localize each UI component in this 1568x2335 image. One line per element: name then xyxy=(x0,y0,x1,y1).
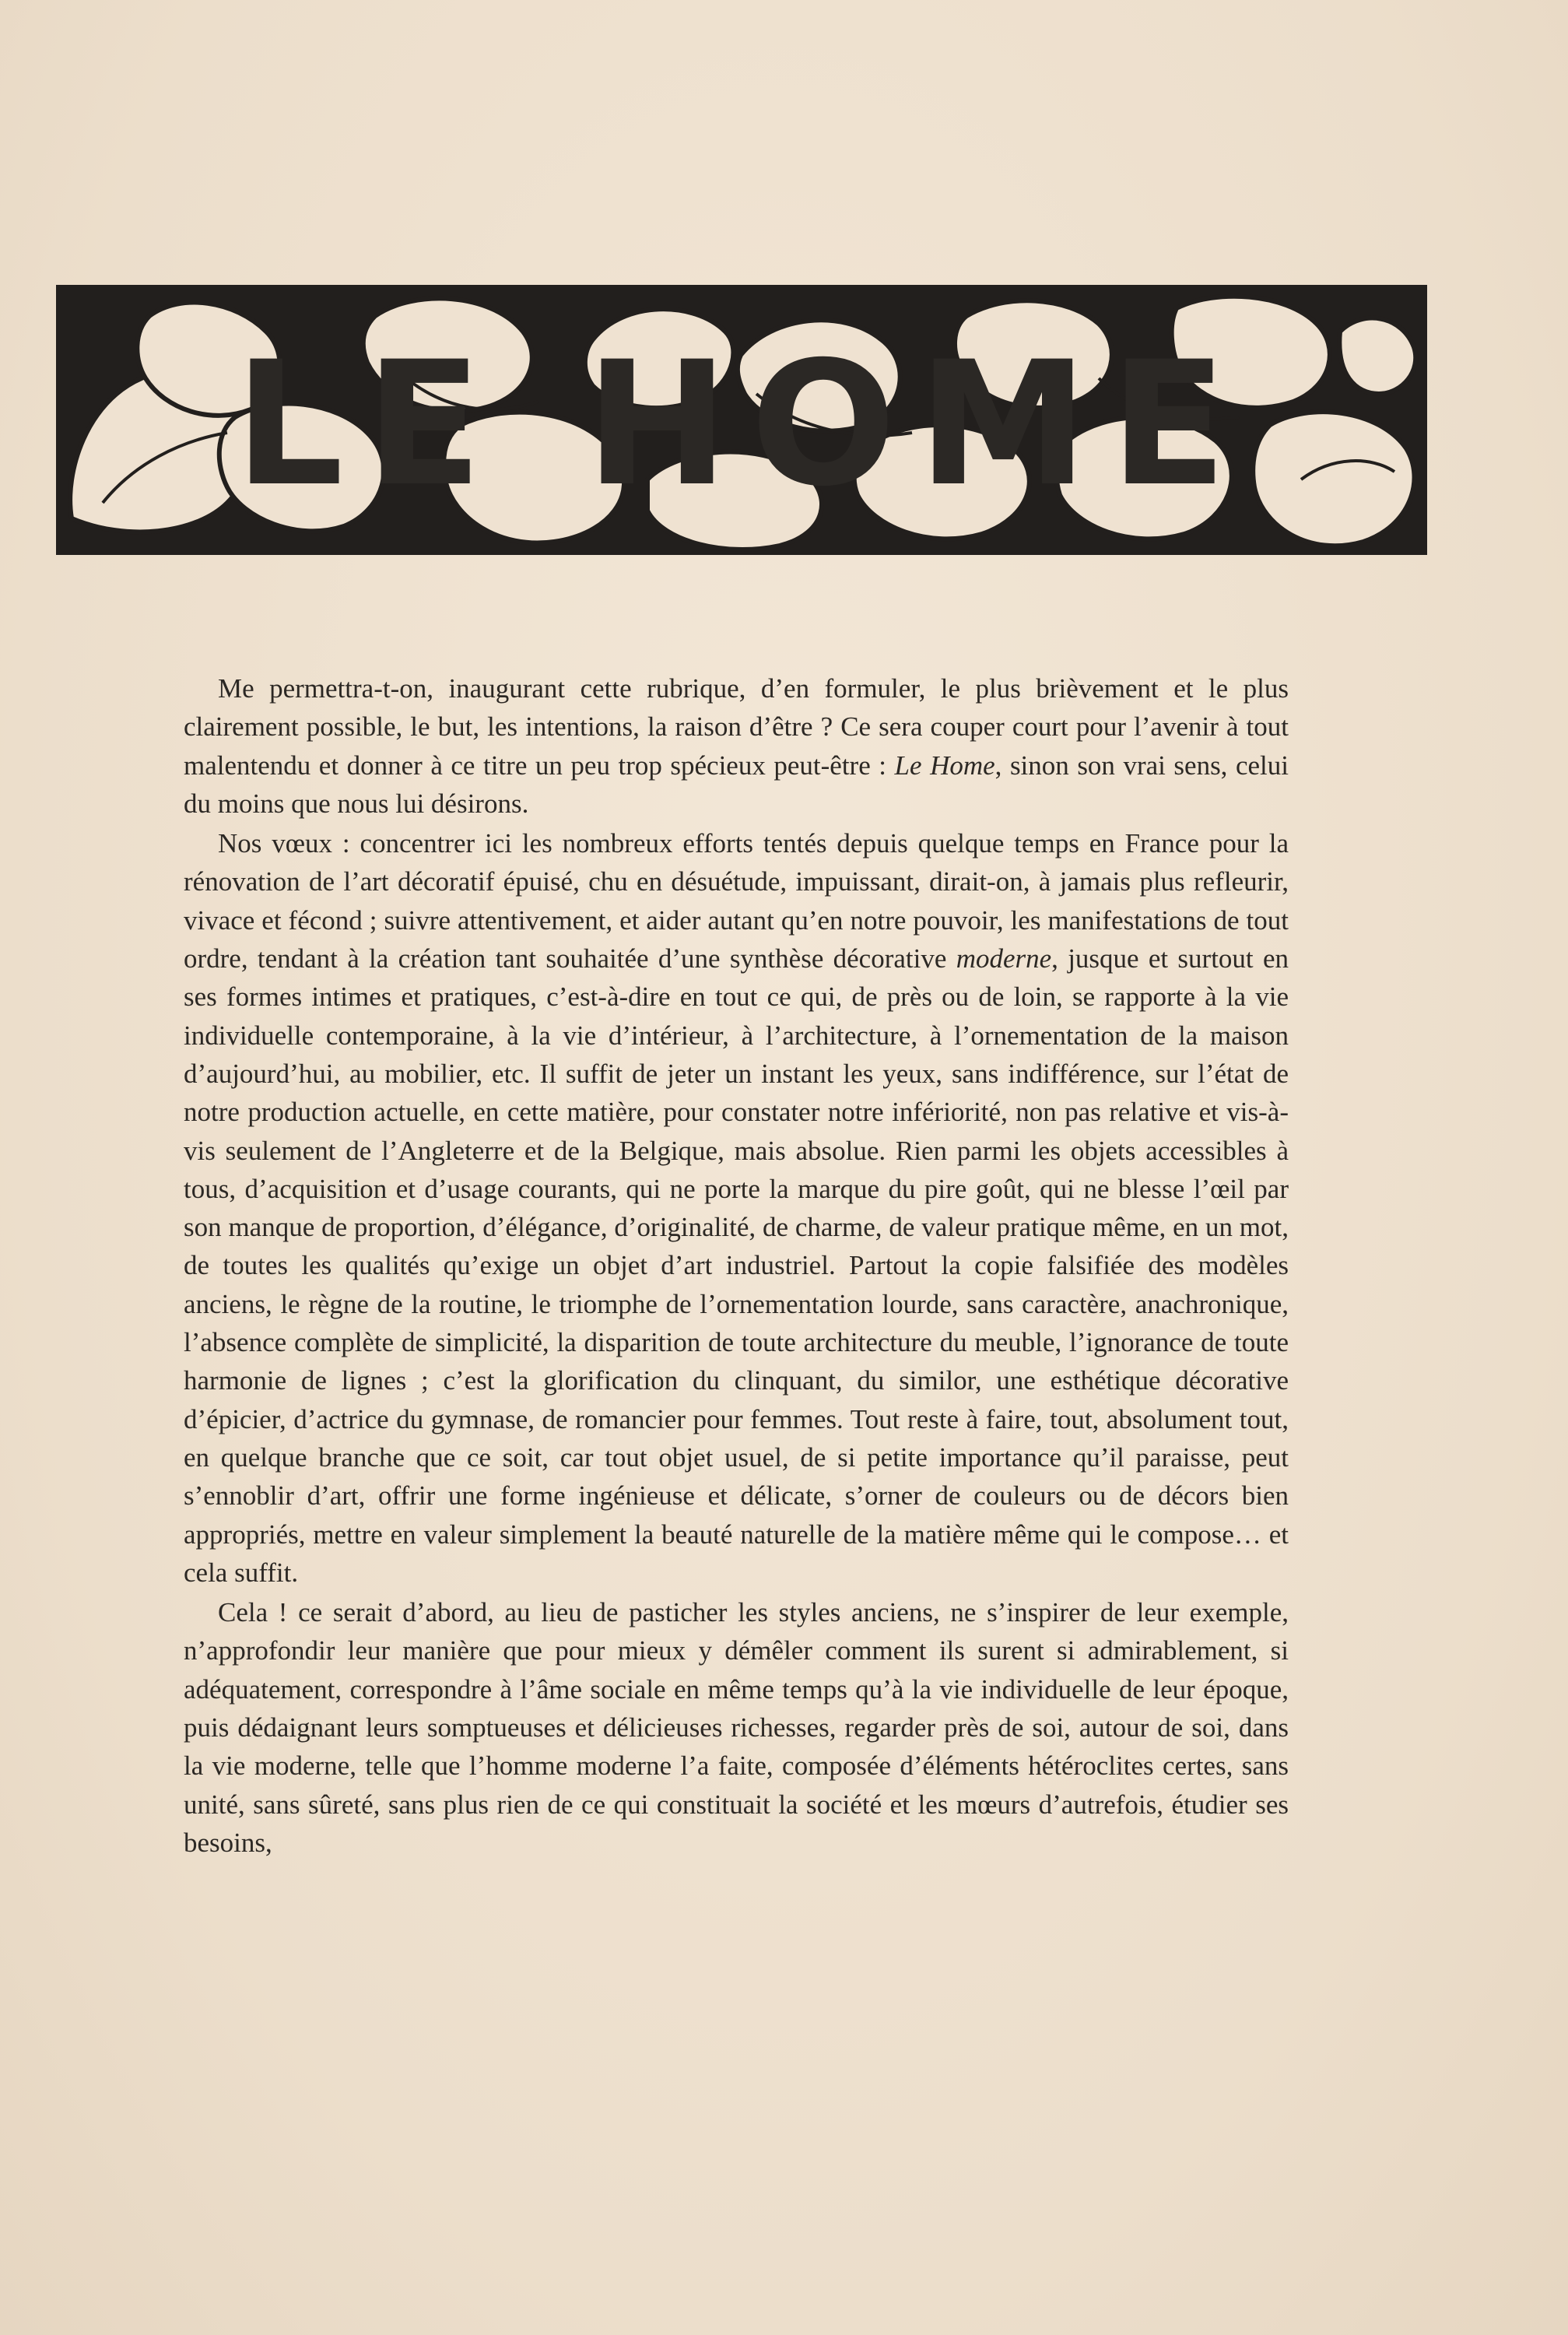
italic-title: Le Home xyxy=(894,750,995,781)
article-paragraph-2: Nos vœux : concentrer ici les nombreux efforts tentés depuis quelque temps en France pour la rénovation de l’art décoratif épuisé, chu en désuétude, impuissant, dirait-on, à jamais plus refleurir, vivace et fécond ; suivre attentivement, et aider autant qu’en notre pouvoir, les manifestations de tout ordre, tendant à la création tant souhaitée d’une synthèse décorative moderne, jusque et surtout en ses formes intimes et pratiques, c’est-à-dire en tout ce qui, de près ou de loin, se rapporte à la vie individuelle contemporaine, à la vie d’intérieur, à l’architecture, à l’ornementation de la maison d’aujourd’hui, au mobilier, etc. Il suffit de jeter un instant les yeux, sans indifférence, sur l’état de notre production actuelle, en cette matière, pour constater notre infériorité, non pas relative et vis-à-vis seulement de l’Angleterre et de la Belgique, mais absolue. Rien parmi les objets accessibles à tous, d’acquisition et d’usage courants, qui ne porte la marque du pire goût, qui ne blesse l’œil par son manque de proportion, d’élégance, d’originalité, de charme, de valeur pratique même, en un mot, de toutes les qualités qu’exige un objet d’art industriel. Partout la copie falsifiée des modèles anciens, le règne de la routine, le triomphe de l’ornementation lourde, sans caractère, anachronique, l’absence complète de simplicité, la disparition de toute architecture du meuble, l’ignorance de toute harmonie de lignes ; c’est la glorification du clinquant, du similor, une esthétique décorative d’épicier, d’actrice du gymnase, de romancier pour femmes. Tout reste à faire, tout, absolument tout, en quelque branche que ce soit, car tout objet usuel, de si petite importance qu’il paraisse, peut s’ennoblir d’art, offrir une forme ingénieuse et délicate, s’orner de couleurs ou de décors bien appropriés, mettre en valeur simplement la beauté naturelle de la matière même qui le compose… et cela suffit. xyxy=(184,828,1289,1588)
title-banner xyxy=(56,285,1427,555)
banner-title: LE HOME xyxy=(234,324,1249,524)
italic-word: moderne xyxy=(956,943,1052,974)
article-paragraph-3: Cela ! ce serait d’abord, au lieu de pasticher les styles anciens, ne s’inspirer de leur exemple, n’approfondir leur manière que pour mieux y démêler comment ils surent si admirablement, si adéquatement, correspondre à l’âme sociale en même temps qu’à la vie individuelle de leur époque, puis dédaignant leurs somptueuses et délicieuses richesses, regarder près de soi, autour de soi, dans la vie moderne, telle que l’homme moderne l’a faite, composée d’éléments hétéroclites certes, sans unité, sans sûreté, sans plus rien de ce qui constituait la société et les mœurs d’autrefois, étudier ses besoins, xyxy=(184,1597,1289,1858)
article-paragraph-1: Me permettra-t-on, inaugurant cette rubrique, d’en formuler, le plus brièvement et le plus clairement possible, le but, les intentions, la raison d’être ? Ce sera couper court pour l’avenir à tout malentendu et donner à ce titre un peu trop spécieux peut-être : Le Home, sinon son vrai sens, celui du moins que nous lui désirons. xyxy=(184,673,1289,819)
article-body xyxy=(184,669,1289,1862)
